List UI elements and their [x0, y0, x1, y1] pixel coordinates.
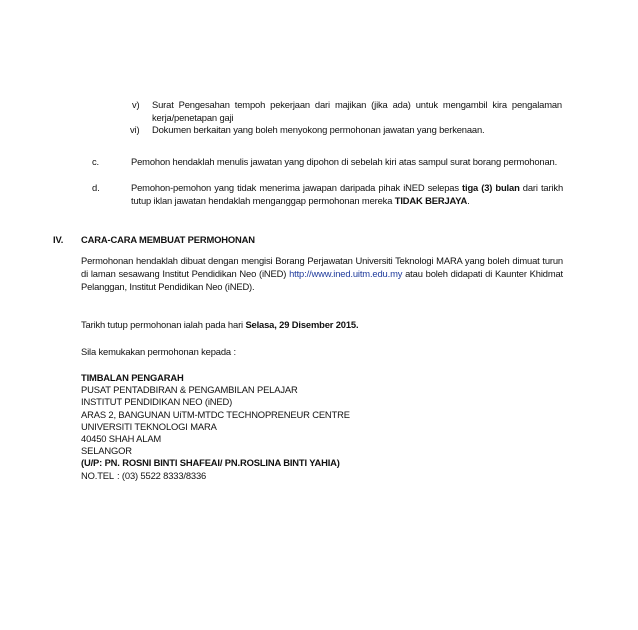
unsuccessful-emphasis: TIDAK BERJAYA — [394, 195, 468, 206]
phone-label: NO.TEL — [81, 469, 114, 481]
list-item-v-text: Surat Pengesahan tempoh pekerjaan dari majikan (jika ada) untuk mengambil kira pengalaman kerja/penetapan gaji — [152, 99, 562, 123]
address-title: TIMBALAN PENGARAH — [81, 372, 184, 383]
duration-emphasis: tiga (3) bulan — [462, 182, 520, 193]
list-item-vi-text: Dokumen berkaitan yang boleh menyokong permohonan jawatan yang berkenaan. — [152, 124, 485, 135]
send-to-text: Sila kemukakan permohonan kepada : — [81, 346, 236, 357]
attention-line: (U/P: PN. ROSNI BINTI SHAFEAI/ PN.ROSLINA BINTI YAHIA) — [81, 457, 340, 469]
section-heading: CARA-CARA MEMBUAT PERMOHONAN — [81, 234, 255, 245]
address-line: UNIVERSITI TEKNOLOGI MARA — [81, 420, 217, 432]
address-line: SELANGOR — [81, 445, 132, 457]
phone-value: : (03) 5522 8333/8336 — [117, 469, 207, 481]
closing-date-value: Selasa, 29 Disember 2015. — [245, 319, 359, 330]
address-block — [81, 372, 350, 482]
item-c-text: Pemohon hendaklah menulis jawatan yang dipohon di sebelah kiri atas sampul surat borang permohonan. — [131, 156, 558, 167]
address-line: PUSAT PENTADBIRAN & PENGAMBILAN PELAJAR — [81, 384, 298, 396]
phone-line — [81, 470, 350, 482]
section-paragraph: Permohonan hendaklah dibuat dengan mengisi Borang Perjawatan Universiti Teknologi MARA yang boleh dimuat turun di laman sesawang Institut Pendidikan Neo (iNED) http://www.ined.uitm.edu.my atau boleh didapati di Kaunter Khidmat Pelanggan, Institut Pendidikan Neo (iNED). — [81, 255, 564, 292]
item-d-text: Pemohon-pemohon yang tidak menerima jawapan daripada pihak iNED selepas tiga (3) bulan dari tarikh tutup iklan jawatan hendaklah menganggap permohonan mereka TIDAK BERJAYA. — [131, 182, 564, 206]
item-marker-d: d. — [92, 182, 100, 193]
list-marker-v: v) — [132, 99, 140, 110]
closing-date: Tarikh tutup permohonan ialah pada hari Selasa, 29 Disember 2015. — [81, 319, 359, 330]
item-marker-c: c. — [92, 156, 99, 167]
section-number: IV. — [53, 234, 64, 245]
address-line: INSTITUT PENDIDIKAN NEO (iNED) — [81, 396, 233, 408]
website-link[interactable]: http://www.ined.uitm.edu.my — [289, 268, 403, 279]
address-line: 40450 SHAH ALAM — [81, 433, 162, 445]
address-line: ARAS 2, BANGUNAN UiTM-MTDC TECHNOPRENEUR CENTRE — [81, 408, 350, 420]
list-marker-vi: vi) — [130, 124, 140, 135]
